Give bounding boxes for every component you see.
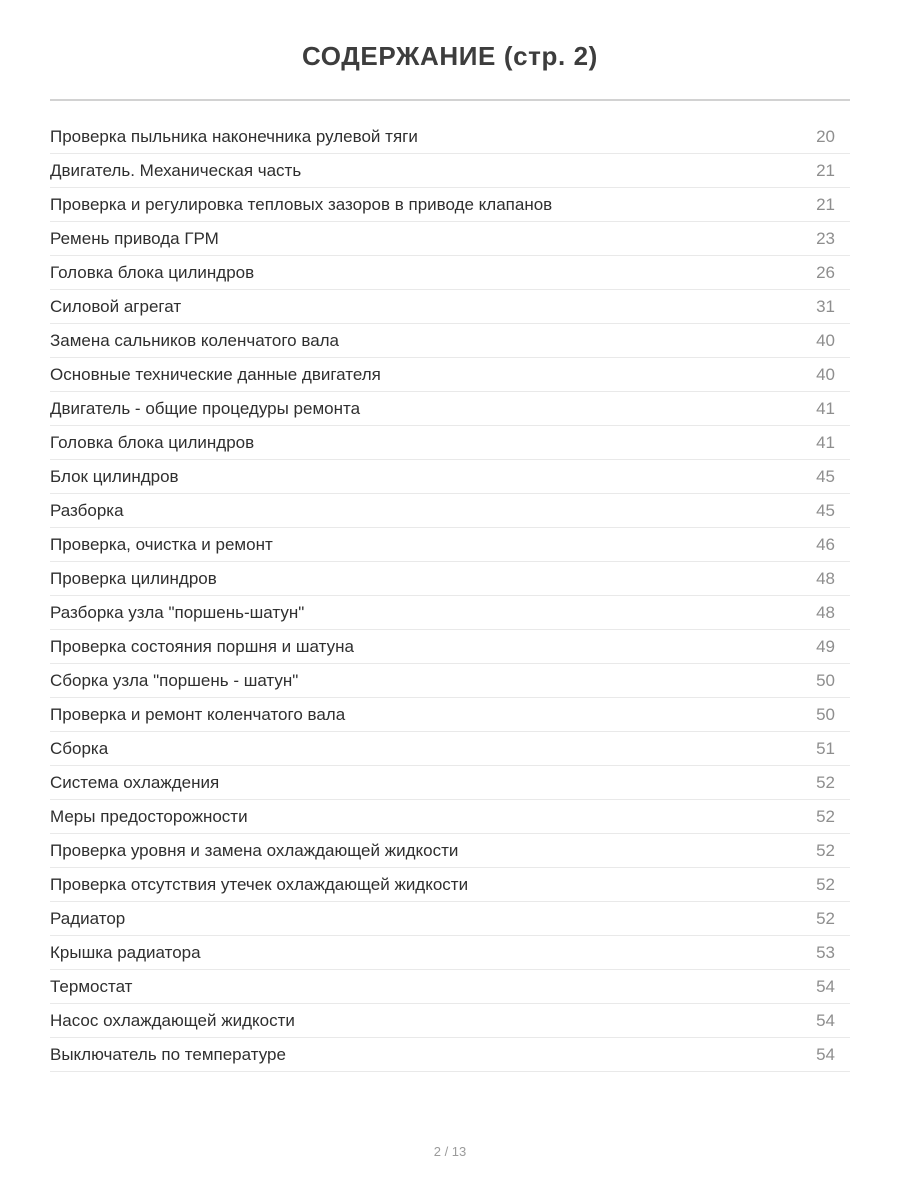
toc-entry-row bbox=[50, 290, 850, 324]
toc-entry-page-number: 48 bbox=[816, 602, 835, 622]
toc-entry-label: Термостат bbox=[50, 976, 133, 996]
toc-entry-row bbox=[50, 1004, 850, 1038]
toc-entry-label: Проверка цилиндров bbox=[50, 568, 217, 588]
toc-entry-page-number: 41 bbox=[816, 432, 835, 452]
toc-entry-row bbox=[50, 188, 850, 222]
toc-entry-page-number: 50 bbox=[816, 704, 835, 724]
toc-entry-row bbox=[50, 596, 850, 630]
toc-entry-label: Проверка и ремонт коленчатого вала bbox=[50, 704, 346, 724]
toc-entry-label: Сборка узла "поршень - шатун" bbox=[50, 670, 299, 690]
toc-entry-label: Крышка радиатора bbox=[50, 942, 201, 962]
toc-entry-page-number: 49 bbox=[816, 636, 835, 656]
toc-entry-page-number: 52 bbox=[816, 772, 835, 792]
toc-entry-row bbox=[50, 120, 850, 154]
toc-entry-label: Радиатор bbox=[50, 908, 126, 928]
toc-entry-label: Двигатель. Механическая часть bbox=[50, 160, 302, 180]
toc-entry-page-number: 53 bbox=[816, 942, 835, 962]
toc-entry-label: Насос охлаждающей жидкости bbox=[50, 1010, 295, 1030]
toc-entry-page-number: 52 bbox=[816, 840, 835, 860]
toc-entry-label: Проверка уровня и замена охлаждающей жидкости bbox=[50, 840, 459, 860]
toc-entry-page-number: 40 bbox=[816, 364, 835, 384]
toc-entry-page-number: 26 bbox=[816, 262, 835, 282]
page-title: СОДЕРЖАНИЕ (стр. 2) bbox=[302, 41, 598, 71]
toc-entry-row bbox=[50, 800, 850, 834]
toc-entry-page-number: 51 bbox=[816, 738, 835, 758]
toc-entry-label: Силовой агрегат bbox=[50, 296, 182, 316]
toc-entry-row bbox=[50, 426, 850, 460]
toc-entry-row bbox=[50, 936, 850, 970]
toc-entry-page-number: 50 bbox=[816, 670, 835, 690]
toc-entry-label: Замена сальников коленчатого вала bbox=[50, 330, 340, 350]
toc-entry-row bbox=[50, 222, 850, 256]
toc-entry-row bbox=[50, 1038, 850, 1072]
toc-entry-label: Проверка, очистка и ремонт bbox=[50, 534, 273, 554]
toc-entry-page-number: 20 bbox=[816, 126, 835, 146]
toc-entry-page-number: 52 bbox=[816, 908, 835, 928]
toc-entry-page-number: 40 bbox=[816, 330, 835, 350]
toc-entry-label: Проверка и регулировка тепловых зазоров в приводе клапанов bbox=[50, 194, 553, 214]
toc-entry-row bbox=[50, 766, 850, 800]
toc-entry-label: Блок цилиндров bbox=[50, 466, 179, 486]
toc-entry-row bbox=[50, 392, 850, 426]
toc-entry-page-number: 46 bbox=[816, 534, 835, 554]
toc-entry-row bbox=[50, 902, 850, 936]
toc-entry-row bbox=[50, 358, 850, 392]
toc-entry-label: Проверка пыльника наконечника рулевой тяги bbox=[50, 126, 418, 146]
toc-entry-row bbox=[50, 256, 850, 290]
toc-list bbox=[50, 120, 850, 1072]
toc-entry-page-number: 48 bbox=[816, 568, 835, 588]
toc-entry-row bbox=[50, 630, 850, 664]
toc-entry-label: Меры предосторожности bbox=[50, 806, 248, 826]
toc-entry-row bbox=[50, 970, 850, 1004]
toc-entry-row bbox=[50, 732, 850, 766]
toc-entry-page-number: 52 bbox=[816, 874, 835, 894]
toc-entry-row bbox=[50, 494, 850, 528]
toc-entry-page-number: 31 bbox=[816, 296, 835, 316]
toc-entry-page-number: 52 bbox=[816, 806, 835, 826]
toc-entry-row bbox=[50, 834, 850, 868]
toc-entry-label: Система охлаждения bbox=[50, 772, 220, 792]
toc-entry-page-number: 45 bbox=[816, 500, 835, 520]
toc-entry-row bbox=[50, 698, 850, 732]
toc-entry-label: Разборка узла "поршень-шатун" bbox=[50, 602, 305, 622]
toc-entry-label: Выключатель по температуре bbox=[50, 1044, 286, 1064]
toc-entry-row bbox=[50, 324, 850, 358]
toc-entry-row bbox=[50, 664, 850, 698]
toc-entry-label: Основные технические данные двигателя bbox=[50, 364, 381, 384]
toc-entry-page-number: 21 bbox=[816, 194, 835, 214]
toc-entry-row bbox=[50, 528, 850, 562]
toc-entry-label: Ремень привода ГРМ bbox=[50, 228, 219, 248]
toc-entry-label: Головка блока цилиндров bbox=[50, 432, 255, 452]
toc-entry-row bbox=[50, 154, 850, 188]
toc-entry-row bbox=[50, 460, 850, 494]
toc-entry-label: Двигатель - общие процедуры ремонта bbox=[50, 398, 361, 418]
toc-entry-label: Головка блока цилиндров bbox=[50, 262, 255, 282]
toc-entry-page-number: 41 bbox=[816, 398, 835, 418]
toc-entry-page-number: 54 bbox=[816, 1044, 835, 1064]
page-footer bbox=[50, 1144, 850, 1159]
title-divider bbox=[50, 99, 850, 101]
toc-entry-page-number: 54 bbox=[816, 1010, 835, 1030]
page-indicator: 2 / 13 bbox=[433, 1144, 467, 1159]
toc-entry-label: Проверка состояния поршня и шатуна bbox=[50, 636, 354, 656]
toc-entry-label: Сборка bbox=[50, 738, 109, 758]
toc-entry-page-number: 23 bbox=[816, 228, 835, 248]
toc-entry-row bbox=[50, 868, 850, 902]
toc-entry-page-number: 21 bbox=[816, 160, 835, 180]
toc-entry-page-number: 45 bbox=[816, 466, 835, 486]
toc-entry-label: Проверка отсутствия утечек охлаждающей жидкости bbox=[50, 874, 469, 894]
toc-entry-row bbox=[50, 562, 850, 596]
toc-entry-page-number: 54 bbox=[816, 976, 835, 996]
toc-entry-label: Разборка bbox=[50, 500, 124, 520]
